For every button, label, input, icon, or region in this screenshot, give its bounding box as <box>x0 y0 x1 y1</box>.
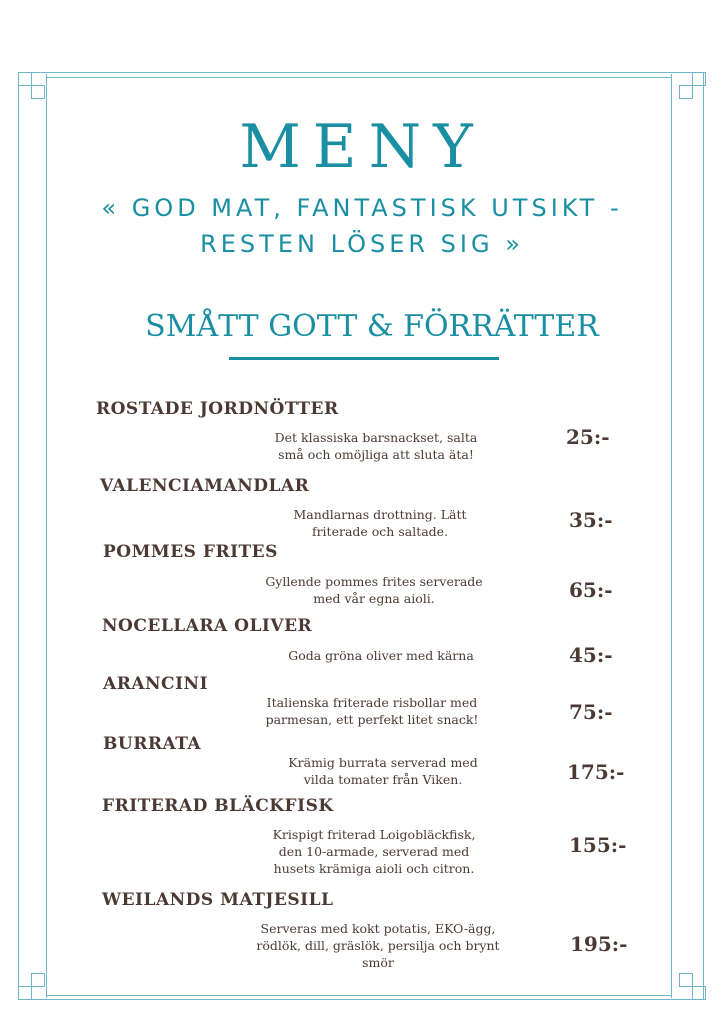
item-name: WEILANDS MATJESILL <box>102 890 334 910</box>
item-description-line: Krämig burrata serverad med <box>288 755 478 770</box>
item-description-line: Mandlarnas drottning. Lätt <box>293 507 467 522</box>
item-description-line: vilda tomater från Viken. <box>303 772 463 787</box>
item-description-line: med vår egna aioli. <box>313 591 435 606</box>
item-description-line: Goda gröna oliver med kärna <box>288 648 474 663</box>
item-description-line: Gyllende pommes frites serverade <box>265 574 483 589</box>
tagline-line-2: RESTEN LÖSER SIG » <box>200 230 524 258</box>
item-description-line: smör <box>362 955 394 970</box>
corner-ornament-top-left <box>18 72 48 102</box>
corner-ornament-bottom-right <box>676 970 706 1000</box>
item-price: 25:- <box>566 425 610 449</box>
item-name: POMMES FRITES <box>103 542 278 562</box>
item-description-line: parmesan, ett perfekt litet snack! <box>265 712 479 727</box>
item-description-line: rödlök, dill, gräslök, persilja och brynt <box>256 938 500 953</box>
menu-title: MENY <box>239 112 485 182</box>
item-price: 75:- <box>569 700 613 724</box>
item-description-line: små och omöjliga att sluta äta! <box>278 447 474 462</box>
item-name: NOCELLARA OLIVER <box>102 616 313 636</box>
item-name: FRITERAD BLÄCKFISK <box>102 796 334 816</box>
item-description <box>293 506 466 540</box>
item-description-line: Italienska friterade risbollar med <box>266 695 478 710</box>
item-name: ROSTADE JORDNÖTTER <box>96 399 339 419</box>
menu-tagline <box>80 190 644 262</box>
section-underline <box>229 357 499 360</box>
item-price: 45:- <box>569 643 613 667</box>
corner-ornament-top-right <box>676 72 706 102</box>
item-name: BURRATA <box>103 734 202 754</box>
item-description <box>288 754 477 788</box>
item-description <box>266 694 479 728</box>
item-description <box>288 647 474 664</box>
item-description <box>275 429 478 463</box>
item-description-line: den 10-armade, serverad med <box>278 844 470 859</box>
item-description <box>273 826 476 877</box>
item-price: 155:- <box>569 833 627 857</box>
frame-top-inner-line <box>46 77 672 78</box>
corner-ornament-bottom-left <box>18 970 48 1000</box>
item-description-line: Krispigt friterad Loigobläckfisk, <box>272 827 476 842</box>
item-price: 65:- <box>569 578 613 602</box>
item-name: ARANCINI <box>103 674 209 694</box>
item-description-line: friterade och saltade. <box>311 524 449 539</box>
item-description <box>265 573 482 607</box>
item-description-line: Serveras med kokt potatis, EKO-ägg, <box>260 921 496 936</box>
section-title: SMÅTT GOTT & FÖRRÄTTER <box>145 309 599 344</box>
tagline-line-1: « GOD MAT, FANTASTISK UTSIKT - <box>101 194 623 222</box>
item-price: 35:- <box>569 508 613 532</box>
item-price: 195:- <box>570 932 628 956</box>
item-name: VALENCIAMANDLAR <box>100 476 310 496</box>
item-description-line: Det klassiska barsnackset, salta <box>274 430 478 445</box>
item-price: 175:- <box>567 760 625 784</box>
item-description-line: husets krämiga aioli och citron. <box>273 861 475 876</box>
frame-bottom-inner-line <box>46 995 672 996</box>
item-description <box>256 920 499 971</box>
